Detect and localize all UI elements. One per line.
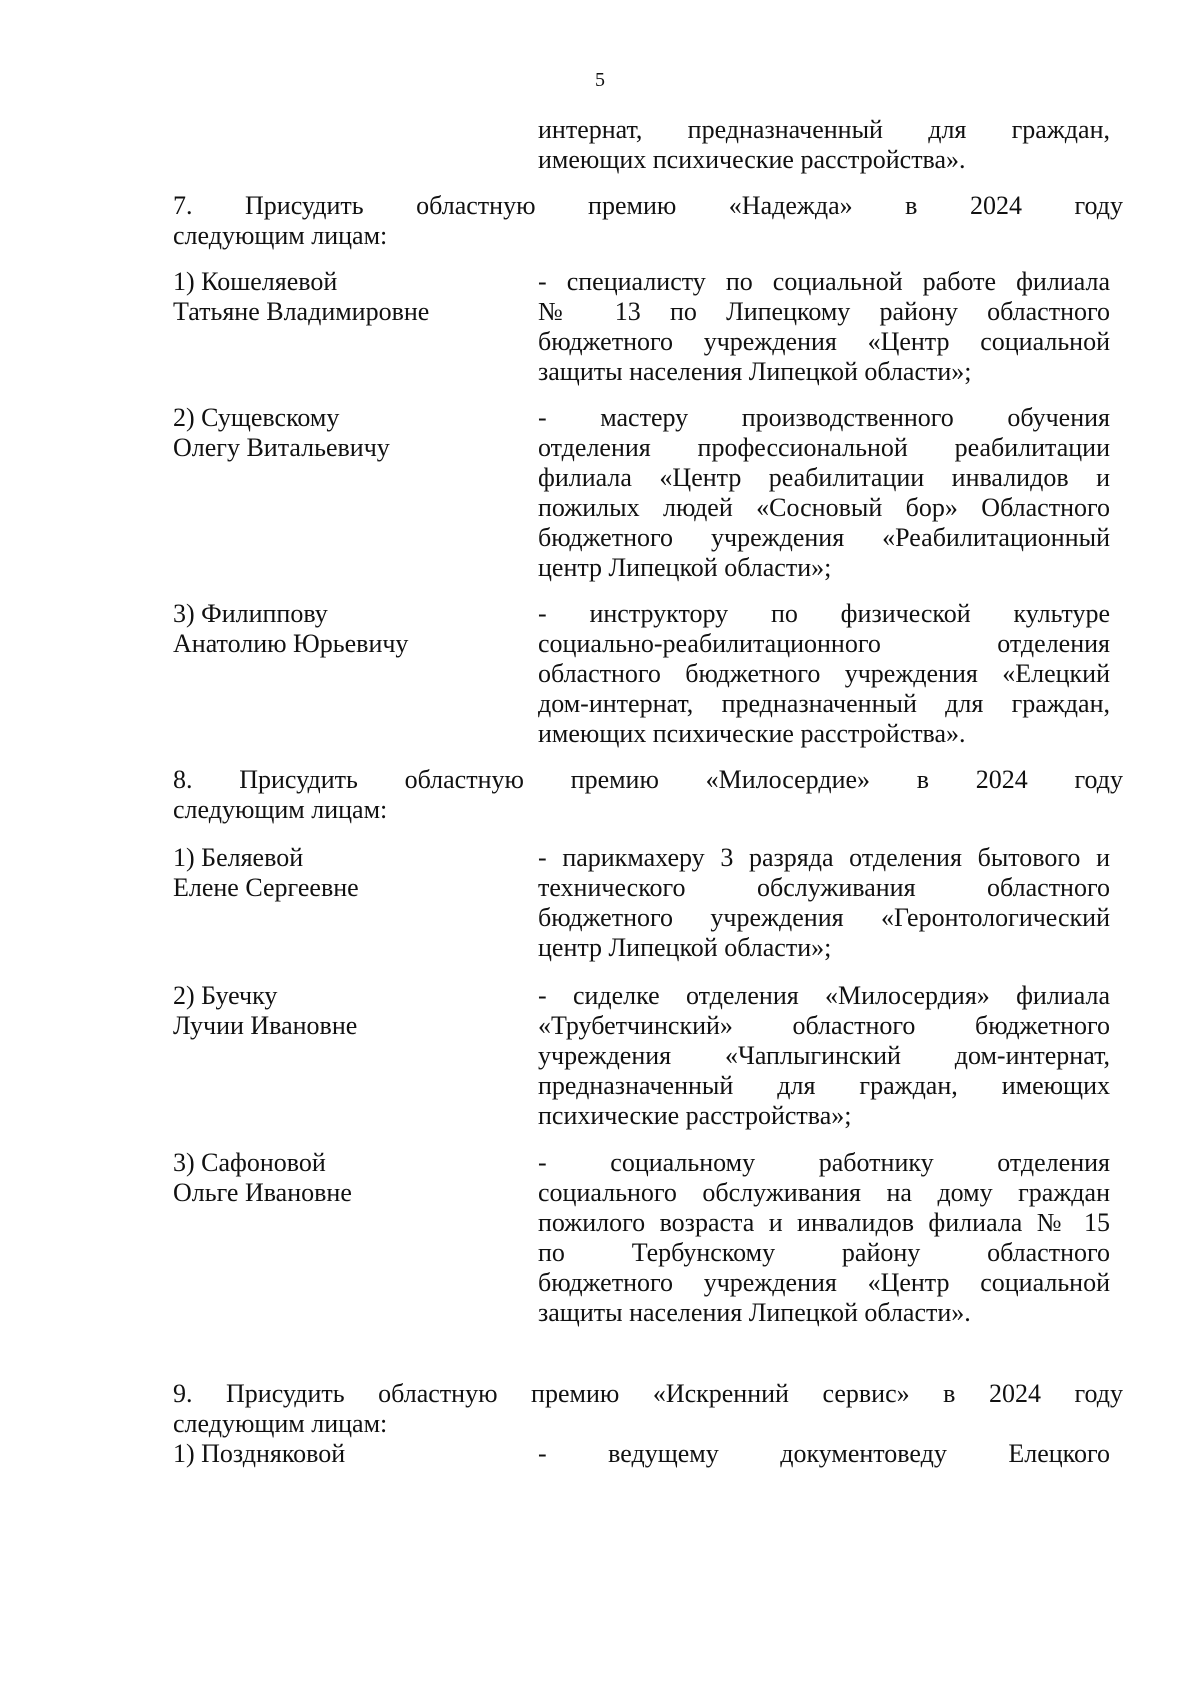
entry-desc: - сиделке отделения «Милосердия» филиала [538,981,1110,1010]
entry-name: 2) Буечку [173,981,278,1010]
entry-name: 2) Сущевскому [173,403,340,432]
entry-desc: - парикмахеру 3 разряда отделения бытового и [538,843,1110,872]
section-7-heading-cont: следующим лицам: [173,221,388,250]
entry-desc: центр Липецкой области»; [538,553,832,582]
entry-name: Ольге Ивановне [173,1178,352,1207]
entry-name: Елене Сергеевне [173,873,359,902]
entry-desc: дом-интернат, предназначенный для граждан, [538,689,1110,718]
entry-name: Анатолию Юрьевичу [173,629,409,658]
entry-desc: бюджетного учреждения «Центр социальной [538,327,1110,356]
entry-name: 1) Кошеляевой [173,267,338,296]
entry-name: 3) Сафоновой [173,1148,326,1177]
entry-desc: бюджетного учреждения «Геронтологический [538,903,1110,932]
entry-desc: психические расстройства»; [538,1101,852,1130]
entry-desc: № 13 по Липецкому району областного [538,297,1110,326]
page-number: 5 [595,69,605,91]
section-9-heading-cont: следующим лицам: [173,1409,388,1438]
entry-desc: «Трубетчинский» областного бюджетного [538,1011,1110,1040]
entry-desc: - специалисту по социальной работе филиала [538,267,1110,296]
continuation-line: интернат, предназначенный для граждан, [538,115,1110,144]
entry-desc: областного бюджетного учреждения «Елецкий [538,659,1110,688]
entry-desc: предназначенный для граждан, имеющих [538,1071,1110,1100]
continuation-line: имеющих психические расстройства». [538,145,966,174]
entry-desc: филиала «Центр реабилитации инвалидов и [538,463,1110,492]
entry-desc: имеющих психические расстройства». [538,719,966,748]
entry-desc: социально-реабилитационного отделения [538,629,1110,658]
entry-name: Лучии Ивановне [173,1011,358,1040]
entry-desc: - социальному работнику отделения [538,1148,1110,1177]
entry-desc: защиты населения Липецкой области»; [538,357,972,386]
entry-desc: - ведущему документоведу Елецкого [538,1439,1110,1468]
entry-desc: отделения профессиональной реабилитации [538,433,1110,462]
entry-desc: технического обслуживания областного [538,873,1110,902]
section-8-heading-cont: следующим лицам: [173,795,388,824]
section-8-heading: 8. Присудить областную премию «Милосердие» в 2024 году [173,765,1123,794]
entry-desc: социального обслуживания на дому граждан [538,1178,1110,1207]
entry-desc: по Тербунскому району областного [538,1238,1110,1267]
entry-name: 1) Беляевой [173,843,304,872]
entry-desc: - мастеру производственного обучения [538,403,1110,432]
entry-desc: защиты населения Липецкой области». [538,1298,971,1327]
entry-name: 3) Филиппову [173,599,328,628]
entry-desc: центр Липецкой области»; [538,933,832,962]
entry-name: Олегу Витальевичу [173,433,390,462]
entry-desc: бюджетного учреждения «Центр социальной [538,1268,1110,1297]
section-7-heading: 7. Присудить областную премию «Надежда» в 2024 году [173,191,1123,220]
entry-desc: пожилого возраста и инвалидов филиала № 15 [538,1208,1110,1237]
section-9-heading: 9. Присудить областную премию «Искренний сервис» в 2024 году [173,1379,1123,1408]
entry-name: 1) Поздняковой [173,1439,346,1468]
entry-name: Татьяне Владимировне [173,297,430,326]
entry-desc: бюджетного учреждения «Реабилитационный [538,523,1110,552]
entry-desc: - инструктору по физической культуре [538,599,1110,628]
entry-desc: пожилых людей «Сосновый бор» Областного [538,493,1110,522]
entry-desc: учреждения «Чаплыгинский дом-интернат, [538,1041,1110,1070]
